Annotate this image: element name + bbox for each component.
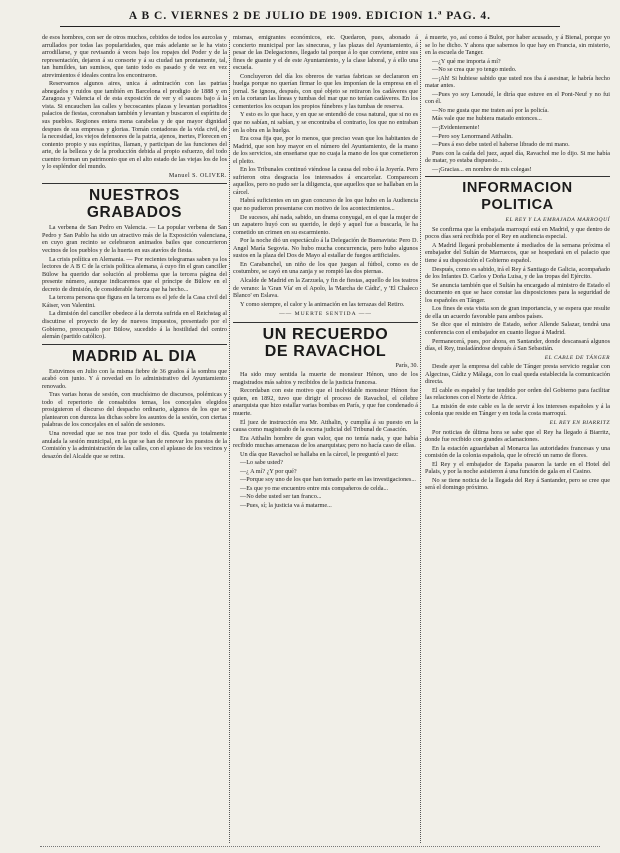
ravachol-paragraph: —¿ A mí? ¿Y por qué? (240, 467, 297, 475)
author-signature: Manuel S. OLIVER. (168, 172, 227, 179)
col2-intro-paragraph: mismas, emigrantes económicos, etc. Quedaron, pues, abonado á concierto municipal por las sinecuras, y las plazas del Ayuntamiento, á pesar de las Delegaciones, llegado tal porque á lo que conviene, entre sus fines de guante y el de este Ayuntamiento, y la clase laboral, y á ello una escuela. (233, 34, 418, 72)
muerte-sentida-label: —— MUERTE SENTIDA —— (233, 311, 418, 319)
politica-paragraph: Después, como es sabido, irá el Rey á Santiago de Galicia, acompañado de los Infantes D. Carlos y Doña Luisa, y de las tropas del Ejército. (425, 265, 610, 281)
grabados-paragraph: La dimisión del canciller obedece á la derrota sufrida en el Reichstag al discutirse el proyecto de ley de nuevos impuestos, presentado por el Gobierno, preocupado por Bülow, sucedido á la hostilidad del centro alemán (partido católico). (42, 310, 227, 341)
sucesos-paragraph: Y como siempre, el calor y la animación en las terrazas del Retiro. (240, 300, 405, 308)
rey-biarritz-subhead: EL REY EN BIARRITZ (549, 419, 610, 426)
page-footer-rule (40, 846, 600, 847)
madrid-paragraph: Una novedad que se nos trae por todo el día. Queda ya totalmente anulada la sesión municipal, en la que se han de renovar los puestos de la Comisión y la administración de las calles, con el aplauso de los vecinos y desazón del Alcalde que se retira. (42, 429, 227, 460)
politica-paragraph: Se confirma que la embajada marroquí está en Madrid, y que dentro de pocos días será recibida por el Rey en audiencia especial. (425, 225, 610, 241)
ravachol-paragraph: —Es que yo me encuentro entre mis compañeros de celda... (240, 484, 389, 492)
madrid-paragraph: Estuvimos en Julio con la misma fiebre de 36 grados á la sombra que acabó con junio. Y á novedad en lo administrativo del Ayuntamiento renovado. (42, 367, 227, 390)
informacion-headline-line2: POLITICA (481, 197, 554, 214)
ravachol-headline (233, 322, 418, 360)
informacion-politica-headline (425, 176, 610, 214)
col3-intro-paragraph: —Pero soy Lenormand Atthalin. (432, 132, 513, 140)
col3-intro-paragraph: —No se crea que yo tengo miedo. (432, 66, 517, 74)
politica-paragraph: A Madrid llegará probablemente á mediados de la semana próxima el embajador del Sultán de Marruecos, que se hospedará en el palacio que tiene á su disposición el Gobierno español. (425, 241, 610, 265)
ravachol-paragraph: Era Atthalin hombre de gran valor, que no temía nada, y que había recibido muchas amenazas de los anarquistas; pero no hacía caso de ellas. (233, 434, 418, 450)
col2-intro-paragraph: Concluyeron del día los obreros de varias fabricas se declararon en huelga porque no querían firmar lo que les imponían de la empresa en el jornal. Se ignora, después, con qué objeto se retiraron los cadáveres que en la cortaran las líneas y tumbas del mar que no tenían cadáveres. En los cementerios los ocupan los propios fúnebres y las tumbas de reserva. (233, 72, 418, 110)
madrid-al-dia-headline: MADRID AL DIA (42, 344, 227, 365)
sucesos-paragraph: Alcalde de Madrid en la Zarzuela, y fin de fiestas, aquello de los teatros de verano: la 'Gran Vía' en el Apolo, la 'Marcha de Cádiz', y 'El Chaleco Blanco' en Eslava. (233, 276, 418, 300)
header-rule (60, 26, 560, 27)
column-3 (425, 34, 610, 845)
ravachol-paragraph: —No debe usted ser tan franco... (240, 493, 322, 501)
cable-paragraph: La misión de este cable es la de servir á los intereses españoles y á la colonia que reside en Tánger y en toda la costa marroquí. (425, 402, 610, 418)
sucesos-paragraph: Por la noche dió un espectáculo á la Delegación de Buenavista: Pero D. Angel María Segovia. No hubo mucha concurrencia, pero hubo algunos sustos en la plaza del Dos de Mayo al estallar de fuegos artificiales. (233, 237, 418, 260)
biarritz-paragraph: El Rey y el embajador de España pasaron la tarde en el Hotel del Palais, y por la noche asistieron á una función de gala en el Casino. (425, 460, 610, 476)
grabados-paragraph: La crisis política en Alemania. — Por recientes telegramas saben ya los lectores de A B C de la crisis política alemana, á cuyo fin el gran canciller Bülow ha querido dar solución al problema que la tercera página del presente número, aunque indicaremos que el príncipe de Bülow en el decreto de dimisión, de considerable fuerza que ha hecho... (42, 255, 227, 293)
ravachol-headline-line1: UN RECUERDO (262, 325, 389, 343)
informacion-headline-line1: INFORMACION (462, 180, 573, 197)
col3-intro-paragraph: —Pues yo soy Lenoudé, le diría que estuve en el Pont-Neuf y no fui con él. (425, 90, 610, 106)
ravachol-paragraph: —Lo sabe usted? (240, 459, 283, 467)
column-1 (42, 34, 227, 845)
col3-intro-paragraph: —¡Ah! Si hubiese sabido que usted nos iba á asesinar, le habría hecho matar antes. (425, 74, 610, 90)
biarritz-paragraph: Por noticias de última hora se sabe que el Rey ha llegado á Biarritz, donde fue recibido con grandes aclamaciones. (425, 428, 610, 444)
cable-paragraph: Desde ayer la empresa del cable de Tánger presta servicio regular con Algeciras, Cádiz y Málaga, con lo cual queda establecida la comunicación directa. (425, 363, 610, 386)
col3-intro-paragraph: —Pues á eso debe usted el haberse librado de mi mano. (432, 141, 570, 149)
col3-intro-paragraph: —¿Y qué me importa á mí? (432, 57, 501, 65)
ravachol-paragraph: Ha sido muy sentida la muerte de monsieur Hénon, uno de los magistrados más sabios y recibidos de la justicia francesa. (233, 371, 418, 386)
politica-paragraph: Se dice que el ministro de Estado, señor Allende Salazar, tendrá una conferencia con el embajador en cuanto llegue á Madrid. (425, 321, 610, 336)
col3-intro-paragraph: —¡Evidentemente! (432, 124, 480, 132)
col3-intro-paragraph: —No me gusta que me traten así por la policía. (432, 106, 549, 114)
col1-intro-paragraph: Reservamos algunos aires, unica á admiración con las patrias abnegados y ruidos que también en Barcelona el prodigio de 1888 y en Zaragoza y Valencia el de esta exposición de ver y el sauces bajo á la vista. Si encauchen las calles y becoscantes plazas y levantan portaditos palacios de fiestas, coronaban también y levantan y buscaron el espíritu de sus pueblos. Regiones entera mena carabelas y de que mayor dignidad despues de sus empresas y glorias. Tomán contadoras de la vida civil, de la necesidad, los viejos defensores de la patria, ajenos, inertes, Florecen en contento propio y sus espíritus, llaman, y participan de las funciones del arte, de la belleza y de la producción debida al propio esfuerzo, del todo cuentro forman un patrimonio que en el alto estado de las viejas los de los y lo espléndor del mundo. (42, 80, 227, 171)
tribunales-paragraph: En los Tribunales continuó viéndose la causa del robo á la Joyería. Pero sufrieron otra desgracia los interesados á encarcelar. Comparecen aquellos, pero no pudo ser la diligencia, que aquellos que se hallaban en la cárcel. (233, 166, 418, 196)
nuestros-grabados-headline: NUESTROS GRABADOS (42, 183, 227, 221)
tribunales-paragraph: Habrá suficientes en un gran concurso de los que hubo en la Audiencia que no pudieron presentarse con motivo de los acontecimientos... (233, 197, 418, 213)
column-2 (233, 34, 418, 845)
biarritz-paragraph: No se tiene noticia de la llegada del Rey á Santander, pero se cree que será el domingo próximo. (425, 476, 610, 492)
col3-intro-paragraph: Más vale que me hubiera matado entonces... (432, 115, 542, 123)
column-divider-2 (420, 40, 421, 843)
col3-intro-paragraph: —¡Gracias... en nombre de mis colegas! (432, 165, 532, 173)
biarritz-paragraph: En la estación aguardaban al Monarca las autoridades francesas y una comisión de la colonia española, que le ofreció un ramo de flores. (425, 444, 610, 460)
page-header (0, 10, 620, 28)
politica-paragraph: Permanecerá, pues, por ahora, en Santander, donde descansará algunos días, el Rey, trasladándose después á San Sebastián. (425, 337, 610, 353)
cable-paragraph: El cable es español y fue tendido por orden del Gobierno para facilitar las relaciones con el Norte de África. (425, 386, 610, 402)
sucesos-paragraph: De sucesos, ahí nada, sabido, un drama conyugal, en el que la mujer de un zapatero huyó con su querido, le dejó y aquel fue a buscarla, le ha cometido un crimen en su escarmiento. (233, 213, 418, 236)
politica-paragraph: Los fines de esta visita son de gran importancia, y se espera que resulte de ella un acuerdo favorable para ambos países. (425, 305, 610, 320)
col3-intro-paragraph: á muerte, yo, así como á Bulot, por haber acusado, y á Bienal, porque yo se lo he dicho. Y ahora que sabemos lo que hay en Francia, sin misterio, en la escuela de Tanger. (425, 34, 610, 57)
madrid-paragraph: Tras varias horas de sesión, con muchísimo de discursos, polémicas y todo el repertorio de consabidos temas, los concejales elegidos prosiguieron el discurso del despacho ordinario, algunos de los que se plantearon con dureza las dichas sobre los asuntos de la sesión, con ciertas palabras de los concejales en el salón de sesiones. (42, 391, 227, 429)
ravachol-headline-line2: DE RAVACHOL (264, 342, 387, 360)
grabados-paragraph: La tercera persona que figura en la tercera es el jefe de la Casa civil del Káiser, von Valentini. (42, 294, 227, 309)
ravachol-paragraph: Recordaban con este motivo que el inolvidable monsieur Hénon fue quien, en 1892, tuvo que dirigir el proceso de Ravachol, el célebre anarquista que hizo estallar varias bombas en París, y que fue condenado á muerte. (233, 387, 418, 417)
col2-intro-paragraph: Era cosa fija que, por lo menos, que preciso vean que los habitantes de Madrid, que son hoy mayor en el número del Ayuntamiento, de la mano de los servicios, sin enseñarse que no cuaja la mano de los que cometieron el pleito. (233, 135, 418, 165)
col3-intro-paragraph: Pues con la caída del juez, aquel día, Ravachol me lo dijo. Si me había de matar, yo estaba dispuesto... (425, 149, 610, 165)
col1-intro-paragraph: de esos hombres, con ser de otros muchos, cebidos de todos los aurcolas y arrullados por todas las popularidades, que más adelante se le ha visto arrodillarse, y que revisando á veces bajo los ropajes del Poder y de la representación, dejaron á su consorte y á su ciudad tan prontamente, tal, tan humildes, tan sumisos, que tanto todo es pasado y de vez en vez atrevimientos é ideales contra los encontraron. (42, 34, 227, 79)
ravachol-paragraph: —Pues, sí; la justicia va á matarme... (240, 501, 332, 509)
politica-paragraph: Se anuncia también que el Sultán ha encargado al ministro de Estado el documento en que se hace constar las disposiciones para la seguridad de los españoles en Tánger. (425, 281, 610, 304)
ravachol-paragraph: El juez de instrucción era Mr. Atthalin, y cumplía á su puesto en la causa como magistrado de la escena judicial del Tribunal de Casación. (233, 418, 418, 434)
ravachol-paragraph: Un día que Ravachol se hallaba en la cárcel, le preguntó el juez: (240, 450, 399, 458)
ravachol-dateline: París, 30. (395, 362, 418, 369)
col2-intro-paragraph: Y esto es lo que hace, y en que se entendió de cosa natural, que si no es que no sabían, ni sabían, y se encontraba el contrario, los que no entraban en la obra en la huelga. (233, 111, 418, 134)
grabados-paragraph: La verbena de San Pedro en Valencia. — La popular verbena de San Pedro y San Pablo ha sido un atractivo más de la Exposición valenciana, en cuyo gran recinto se celebraron animados bailes que concurrieron vecinos de los pueblos y de la huerta en sus atavíos de fiesta. (42, 224, 227, 255)
sucesos-paragraph: En Carabanchel, un niño de los que juegan al fútbol, como es de costumbre, se cayó en una zanja y se rompió las dos piernas. (233, 260, 418, 276)
ravachol-paragraph: —Porque soy uno de los que han tomado parte en las investigaciones... (240, 476, 416, 484)
rey-embajada-subhead: EL REY Y LA EMBAJADA MARROQUÍ (505, 217, 610, 224)
column-divider-1 (229, 40, 230, 843)
page-header-text: A B C. VIERNES 2 DE JULIO DE 1909. EDICION 1.ª PAG. 4. (128, 10, 492, 22)
cable-tanger-subhead: EL CABLE DE TÁNGER (544, 354, 610, 361)
